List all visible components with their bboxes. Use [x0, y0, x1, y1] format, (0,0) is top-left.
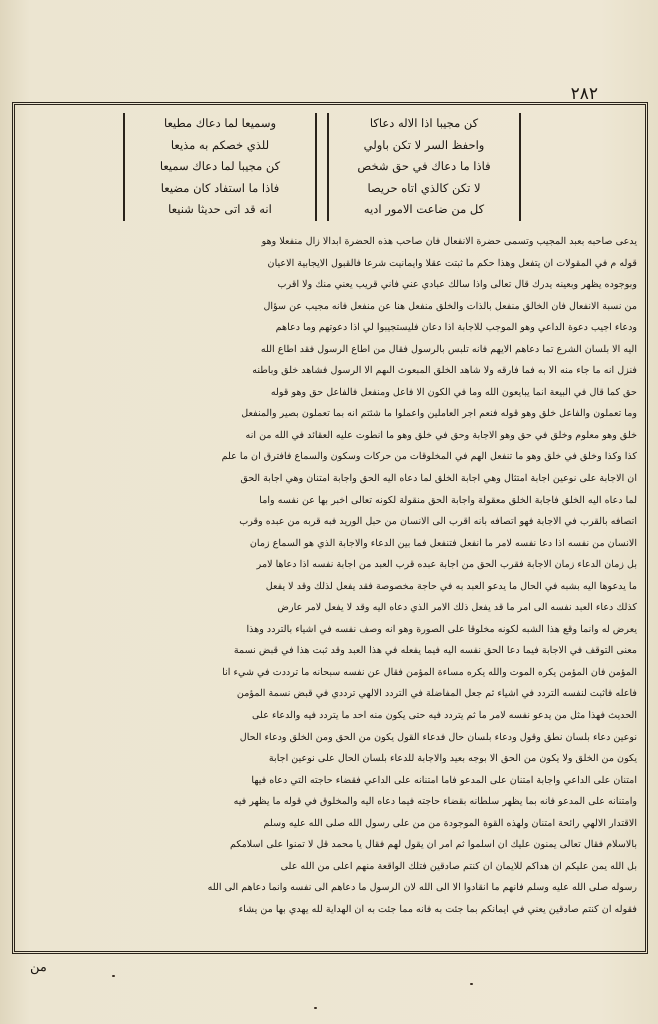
ink-speck [470, 983, 473, 985]
text-line: اتصافه بالقرب في الاجابة فهو اتصافه بانه اقرب الى الانسان من حبل الوريد فبه قربه من عبده وقرب [239, 516, 637, 528]
text-line: قوله م في المقولات ان يتفعل وهذا حكم ما ثبتت عقلا وايمانيت شرعا فالقبول الايجابية الاعيان [267, 257, 637, 269]
ink-speck [112, 975, 115, 977]
text-line: لما دعاه اليه الخلق فاجابة الخلق معقولة واجابة الحق منقولة لكونه تعالى اخبر بها عن نفسه واما [259, 494, 637, 506]
text-line: بل الله يمن عليكم ان هداكم للايمان ان كنتم صادقين فتلك الواقعة منهم اعلى من الله على [280, 860, 637, 872]
text-line: الانسان من نفسه اذا دعا نفسه لامر ما انفعل فتنفعل فما بين الدعاء والاجابة الذي هو السماع زمان [249, 537, 637, 549]
text-line: معنى التوقف في الاجابة فيما دعا الحق نفسه اليه فيما يفعله في هذا العبد وقد ثبت هذا في قبض نسمة [233, 645, 637, 657]
hemistich: كن مجيبا لما دعاك سميعا [159, 159, 281, 173]
verse-column-left [123, 113, 317, 221]
hemistich: فاذا ما استفاد كان مضيعا [160, 180, 280, 195]
text-line: ما يدعوها اليه بشبه في الحال ما يدعو العبد به في حاجة مخصوصة فقد يفعل لذلك وقد لا يفعل [265, 580, 637, 592]
text-line: فنزل انه ما جاء منه الا به فما فارقه ولا شاهد الخلق المبعوث الىهم الا الرسول فشاهد خلق وباطنه [252, 365, 637, 377]
text-line: خلق وهو معلوم وخلق في حق وهو الاجابة وحق في خلق وهو ما انطوت عليه العقائد في الله من انه [245, 429, 637, 441]
text-line: بل زمان الدعاء زمان الاجابة فقرب الحق من اجابة عبده قرب العبد من اجابة نفسه اذا دعاها لامر [256, 559, 637, 571]
text-line: الاقتدار الالهي رائحة امتنان ولهذه القوة الموجودة من من على رسول الله صلى الله عليه وسلم [263, 817, 637, 829]
text-line: يدعى صاحبه بعبد المجيب وتسمى حضرة الانفعال فان صاحب هذه الحضرة ابدالا زال منفعلا وهو [261, 236, 637, 247]
text-line: يعرض له وانما وقع هذا الشبه لكونه مخلوقا على الصورة وهو انه وصف نفسه في اشياء بالتردد وهذا [246, 623, 637, 635]
text-line: كذا وكذا وخلق في خلق وهو ما تنفعل الهم في المخلوقات من حركات وسكون والسماع فافترق ان ما علم [221, 451, 637, 463]
hemistich: كن مجيبا اذا الاله دعاكا [369, 116, 479, 130]
text-line: فاعله فاثبت لنفسه التردد في اشياء ثم جعل المفاضلة في التردد الالهي ترددي في قبض نسمة المؤمن [236, 688, 637, 700]
text-line: وما تعملون والفاعل خلق وهو قوله فنعم اجر العاملين واعملوا ما شئتم انه بما تعملون بصير والمنفعل [241, 408, 637, 420]
hemistich: وسميعا لما دعاك مطيعا [163, 116, 277, 130]
hemistich: انه قد اتى حديثا شنيعا [168, 202, 272, 216]
text-frame [12, 102, 648, 954]
text-line: من نسبة الانفعال فان الخالق منفعل بالذات والخلق منفعل هنا عن منفعل فانه مجيب عن سؤال [263, 300, 637, 312]
page-number: ٢٨٢ [570, 84, 598, 104]
hemistich: للذي خصكم به مذيعا [170, 137, 270, 152]
verse-box [21, 109, 639, 227]
hemistich: واحفظ السر لا تكن باولي [363, 137, 485, 152]
text-line: اليه الا بلسان الشرع تما دعاهم الايهم فانه تلبس بالرسول فقال من اطاع الرسول فقد اطاع الله [260, 343, 637, 355]
body-text [23, 231, 637, 945]
ink-speck [314, 1007, 317, 1009]
text-line: كذلك دعاء العبد نفسه الى امر ما قد يفعل ذلك الامر الذي دعاه اليه وقد لا يفعل لامر عارض [277, 602, 637, 614]
text-line: يكون من الخلق ولا يكون من الحق الا بوجه بعيد والاجابة للدعاء بلسان الحال على نوعين اجابة [268, 753, 637, 765]
text-line: ان الاجابة على نوعين اجابة امتثال وهي اجابة الخلق لما دعاه اليه الحق واجابة امتنان وهي اجابة الحق [240, 473, 637, 485]
text-line: حق كما قال في البيعة انما يبايعون الله وما في الكون الا فاعل ومنفعل فالفاعل حق وهو قوله [270, 386, 637, 398]
text-line: بالاسلام فقال تعالى يمنون عليك ان اسلموا ثم امر ان يقول لهم فقال يا محمد قل لا تمنوا على اسلامكم [229, 839, 637, 851]
text-line: رسوله صلى الله عليه وسلم فانهم ما انقادوا الا الى الله لان الرسول ما دعاهم الى نفسه وانما دعاهم الى الله [207, 882, 637, 894]
text-line: وامتنانه على المدعو فانه بما يظهر سلطانه بقضاء حاجته فيما دعاه اليه والمخلوق في قوله ما يظهر فيه [233, 796, 637, 808]
text-line: وبوجوده يظهر وبعينه يدرك قال تعالى واذا سالك عبادي عني فاني قريب يعني منك ولا اقرب [277, 279, 637, 291]
text-line: المؤمن فان المؤمن يكره الموت والله يكره مساءة المؤمن فقال عن نفسه سبحانه ما ترددت في شيء انا [222, 666, 637, 678]
text-line: الحديث فهذا مثل من يدعو نفسه لامر ما ثم يتردد فيه حتى يكون منه احد ما يتردد فيه والدعاء على [252, 710, 637, 722]
text-line: فقوله ان كنتم صادقين يعني في ايمانكم بما جئت به فانه مما جئت به ان الهداية لله يهدي بها من يشاء [238, 903, 637, 915]
hemistich: فاذا ما دعاك في حق شخص [357, 159, 491, 173]
text-line: نوعين دعاء بلسان نطق وقول ودعاء بلسان حال فدعاء القول يكون من الحق ومن الخلق ودعاء الحال [239, 731, 637, 743]
verse-column-right [327, 113, 521, 221]
text-line: ودعاء اجيب دعوة الداعي وهو الموجب للاجابة اذا دعان فليستجيبوا لي اذا دعوتهم وما دعاهم [275, 322, 637, 334]
catchword: من [30, 960, 47, 975]
text-line: امتنان على الداعي واجابة امتنان على المدعو فاما امتنانه على الداعي فقضاء حاجته التي دعاه فيها [251, 774, 637, 786]
hemistich: لا تكن كالذي اتاه حريصا [367, 180, 481, 195]
hemistich: كل من ضاعت الامور اديه [363, 202, 485, 216]
